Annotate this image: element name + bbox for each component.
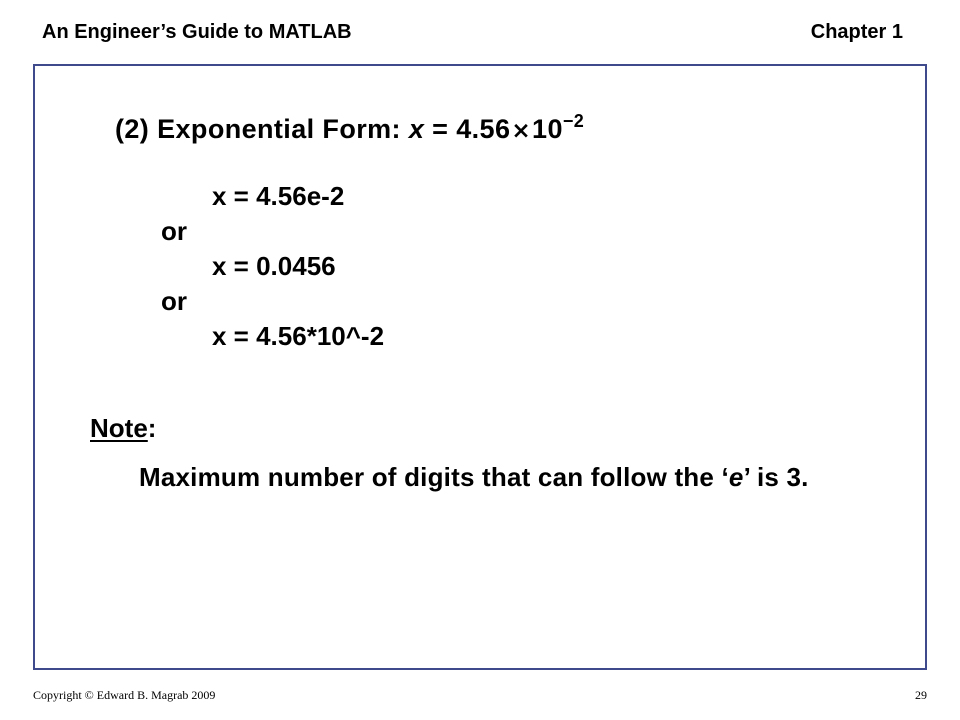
heading-equals: = 4.56 [424,114,511,144]
note-text [139,464,809,490]
example-decimal: x = 0.0456 [212,251,336,281]
note-text-emphasis: e [728,462,744,492]
page-number: 29 [915,688,927,702]
copyright-notice: Copyright © Edward B. Magrab 2009 [33,688,216,702]
example-e-notation: x = 4.56e-2 [212,181,345,211]
heading-variable: x [408,114,425,144]
note-label-text: Note [90,413,148,443]
times-symbol: × [511,118,532,144]
example-power-notation: x = 4.56*10^-2 [212,321,385,351]
book-title: An Engineer’s Guide to MATLAB [42,21,352,43]
heading-base: 10 [532,114,563,144]
note-colon: : [147,413,157,443]
heading-exponent: −2 [562,111,585,131]
note-text-after: ’ is 3. [743,462,809,492]
section-heading [115,111,585,144]
content-frame [33,64,927,670]
chapter-label: Chapter 1 [810,21,903,43]
note-text-before: Maximum number of digits that can follow the ‘ [139,462,729,492]
note-label [90,415,156,441]
or-separator: or [161,286,187,316]
heading-prefix: (2) Exponential Form: [115,114,409,144]
or-separator: or [161,216,187,246]
